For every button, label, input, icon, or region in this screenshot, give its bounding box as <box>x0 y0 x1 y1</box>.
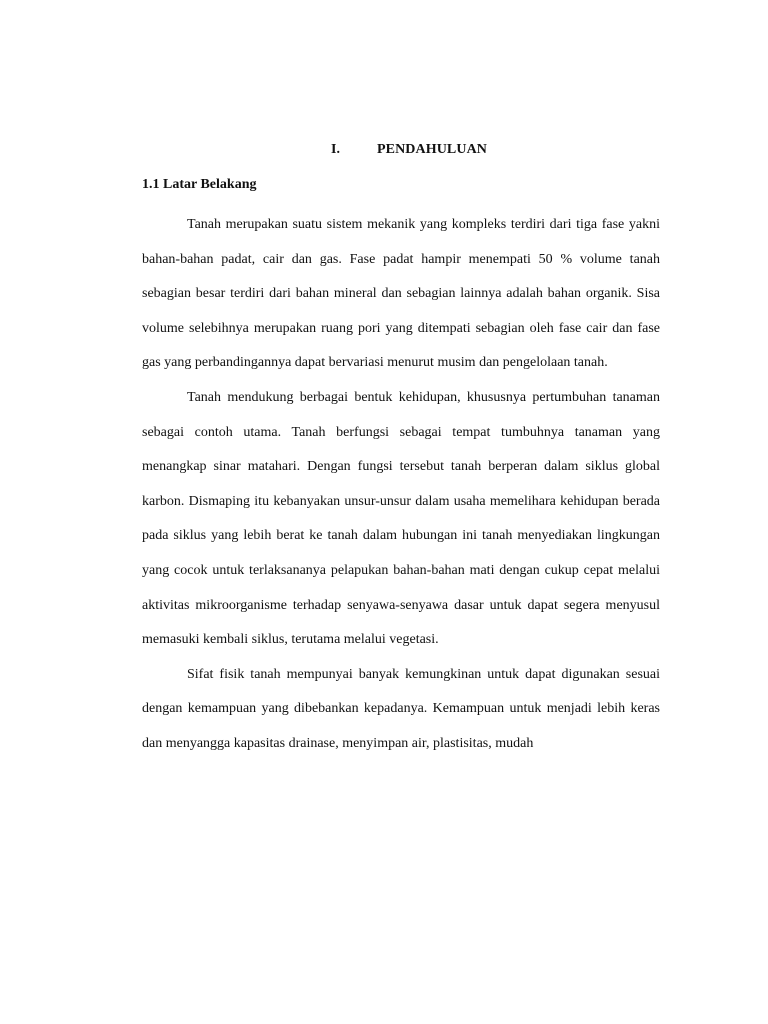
paragraph: Sifat fisik tanah mempunyai banyak kemungkinan untuk dapat digunakan sesuai dengan kemampuan yang dibebankan kepadanya. Kemampuan untuk menjadi lebih keras dan menyangga kapasitas drainase, menyimpan air, plastisitas, mudah <box>142 666 660 751</box>
body-text <box>142 208 660 762</box>
chapter-number: I. <box>331 142 341 157</box>
chapter-heading <box>0 142 768 162</box>
section-heading: 1.1 Latar Belakang <box>142 177 257 192</box>
paragraph: Tanah mendukung berbagai bentuk kehidupan, khususnya pertumbuhan tanaman sebagai contoh utama. Tanah berfungsi sebagai tempat tumbuhnya tanaman yang menangkap sinar matahari. Dengan fungsi tersebut tanah berperan dalam siklus global karbon. Dismaping itu kebanyakan unsur-unsur dalam usaha memelihara kehidupan berada pada siklus yang lebih berat ke tanah dalam hubungan ini tanah menyediakan lingkungan yang cocok untuk terlaksananya pelapukan bahan-bahan mati dengan cukup cepat melalui aktivitas mikroorganisme terhadap senyawa-senyawa dasar untuk dapat segera menyusul memasuki kembali siklus, terutama melalui vegetasi. <box>142 389 660 648</box>
chapter-title: PENDAHULUAN <box>377 142 487 157</box>
paragraph: Tanah merupakan suatu sistem mekanik yang kompleks terdiri dari tiga fase yakni bahan-bahan padat, cair dan gas. Fase padat hampir menempati 50 % volume tanah sebagian besar terdiri dari bahan mineral dan sebagian lainnya adalah bahan organik. Sisa volume selebihnya merupakan ruang pori yang ditempati sebagian oleh fase cair dan fase gas yang perbandingannya dapat bervariasi menurut musim dan pengelolaan tanah. <box>142 217 660 371</box>
